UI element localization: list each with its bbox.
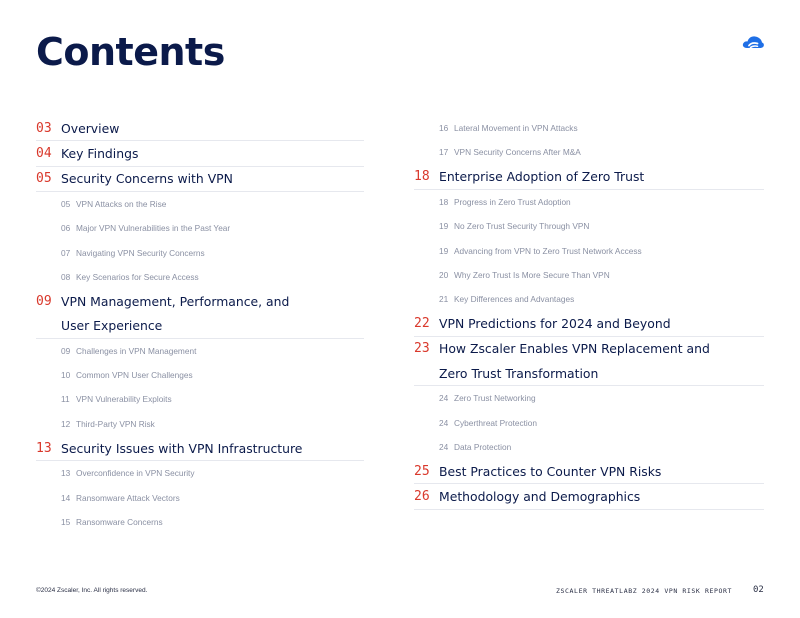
cloud-logo-icon [741, 34, 765, 50]
toc-subentry[interactable] [36, 363, 364, 387]
toc-subentry-label: Major VPN Vulnerabilities in the Past Year [76, 223, 231, 234]
toc-entry-continued[interactable] [414, 361, 764, 386]
toc-entry-page: 04 [36, 145, 52, 161]
toc-entry-label: How Zscaler Enables VPN Replacement and [439, 341, 710, 357]
toc-entry-continued[interactable] [36, 313, 364, 338]
toc-subentry-page: 10 [61, 370, 71, 381]
page-number: 02 [753, 585, 764, 595]
toc-subentry[interactable] [414, 116, 764, 140]
toc-subentry-page: 20 [439, 269, 449, 280]
toc-entry-page: 25 [414, 463, 430, 479]
toc-entry-label: Overview [61, 120, 120, 136]
toc-subentry[interactable] [36, 412, 364, 436]
toc-subentry[interactable] [414, 435, 764, 459]
toc-subentry-label: Progress in Zero Trust Adoption [454, 197, 571, 208]
toc-entry-label: Security Issues with VPN Infrastructure [61, 440, 303, 456]
toc-subentry[interactable] [36, 485, 364, 509]
toc-subentry-label: Key Scenarios for Secure Access [76, 271, 199, 282]
toc-entry[interactable] [414, 311, 764, 336]
toc-subentry-page: 09 [61, 345, 71, 356]
toc-subentry[interactable] [36, 265, 364, 289]
toc-entry-label: User Experience [61, 318, 163, 334]
toc-subentry-label: Key Differences and Advantages [454, 294, 575, 305]
toc-subentry-label: Ransomware Attack Vectors [76, 492, 180, 503]
toc-subentry-page: 19 [439, 245, 449, 256]
toc-entry-page: 03 [36, 120, 52, 136]
toc-entry-page: 18 [414, 169, 430, 185]
toc-subentry[interactable] [414, 263, 764, 287]
toc-entry[interactable] [414, 165, 764, 190]
toc-entry-label: VPN Predictions for 2024 and Beyond [439, 316, 671, 332]
toc-subentry[interactable] [414, 140, 764, 164]
toc-subentry-page: 15 [61, 516, 71, 527]
toc-subentry-label: Challenges in VPN Management [76, 345, 197, 356]
toc-subentry-label: VPN Vulnerability Exploits [76, 394, 172, 405]
page-title: Contents [36, 30, 225, 74]
toc-subentry-label: Cyberthreat Protection [454, 417, 538, 428]
toc-entry[interactable] [414, 484, 764, 509]
toc-entry-page: 26 [414, 489, 430, 505]
toc-subentry-label: Navigating VPN Security Concerns [76, 247, 205, 258]
toc-right-column [414, 116, 764, 510]
toc-subentry[interactable] [414, 214, 764, 238]
toc-entry-label: VPN Management, Performance, and [61, 293, 290, 309]
toc-subentry[interactable] [36, 510, 364, 534]
toc-subentry-page: 24 [439, 442, 449, 452]
toc-subentry[interactable] [36, 240, 364, 264]
toc-subentry-label: Lateral Movement in VPN Attacks [454, 123, 578, 134]
toc-subentry[interactable] [414, 411, 764, 435]
toc-entry-label: Key Findings [61, 145, 139, 161]
toc-subentry-label: Third-Party VPN Risk [76, 418, 155, 429]
toc-entry[interactable] [36, 436, 364, 461]
toc-subentry[interactable] [414, 238, 764, 262]
toc-entry-page: 13 [36, 440, 52, 456]
toc-entry[interactable] [414, 459, 764, 484]
toc-entry[interactable] [36, 141, 364, 166]
toc-subentry-label: Overconfidence in VPN Security [76, 468, 195, 479]
toc-subentry-page: 05 [61, 199, 71, 210]
toc-subentry-page: 12 [61, 418, 71, 429]
copyright-text: ©2024 Zscaler, Inc. All rights reserved. [36, 587, 148, 594]
toc-subentry-label: Common VPN User Challenges [76, 370, 193, 381]
toc-entry-label: Methodology and Demographics [439, 489, 641, 505]
toc-subentry-page: 07 [61, 247, 71, 258]
toc-subentry-label: Advancing from VPN to Zero Trust Network Access [454, 245, 642, 256]
toc-subentry[interactable] [36, 339, 364, 363]
toc-entry-page: 22 [414, 316, 430, 332]
toc-subentry-page: 21 [439, 294, 449, 305]
report-name: ZSCALER THREATLABZ 2024 VPN RISK REPORT [556, 587, 733, 595]
toc-subentry-page: 14 [61, 492, 71, 503]
toc-subentry[interactable] [414, 190, 764, 214]
toc-subentry-page: 18 [439, 197, 449, 208]
toc-subentry-page: 08 [61, 271, 71, 282]
toc-subentry-label: Zero Trust Networking [454, 393, 536, 404]
toc-entry-page: 09 [36, 293, 52, 309]
toc-subentry-page: 11 [61, 394, 70, 405]
toc-subentry[interactable] [414, 386, 764, 410]
toc-subentry-label: No Zero Trust Security Through VPN [454, 221, 590, 232]
toc-subentry[interactable] [36, 216, 364, 240]
toc-subentry[interactable] [36, 192, 364, 216]
toc-subentry-page: 17 [439, 147, 449, 158]
toc-subentry-page: 16 [439, 123, 449, 134]
toc-entry[interactable] [36, 289, 364, 313]
toc-subentry-label: Data Protection [454, 442, 512, 452]
toc-subentry[interactable] [36, 461, 364, 485]
toc-entry-page: 05 [36, 171, 52, 187]
toc-entry[interactable] [414, 337, 764, 361]
toc-entry-label: Zero Trust Transformation [439, 365, 599, 381]
toc-subentry[interactable] [36, 387, 364, 411]
toc-subentry-label: VPN Attacks on the Rise [76, 199, 167, 210]
toc-subentry-page: 19 [439, 221, 449, 232]
toc-entry-label: Enterprise Adoption of Zero Trust [439, 169, 645, 185]
toc-subentry-page: 06 [61, 223, 71, 234]
toc-entry-label: Best Practices to Counter VPN Risks [439, 463, 662, 479]
toc-entry[interactable] [36, 167, 364, 192]
toc-left-column [36, 116, 364, 534]
toc-subentry-label: VPN Security Concerns After M&A [454, 147, 581, 158]
toc-subentry-label: Ransomware Concerns [76, 516, 163, 527]
toc-subentry-page: 24 [439, 417, 449, 428]
toc-subentry-page: 13 [61, 468, 71, 479]
toc-entry-page: 23 [414, 341, 430, 357]
toc-entry-label: Security Concerns with VPN [61, 171, 233, 187]
toc-subentry[interactable] [414, 287, 764, 311]
toc-subentry-page: 24 [439, 393, 449, 404]
toc-entry[interactable] [36, 116, 364, 141]
toc-subentry-label: Why Zero Trust Is More Secure Than VPN [454, 269, 610, 280]
